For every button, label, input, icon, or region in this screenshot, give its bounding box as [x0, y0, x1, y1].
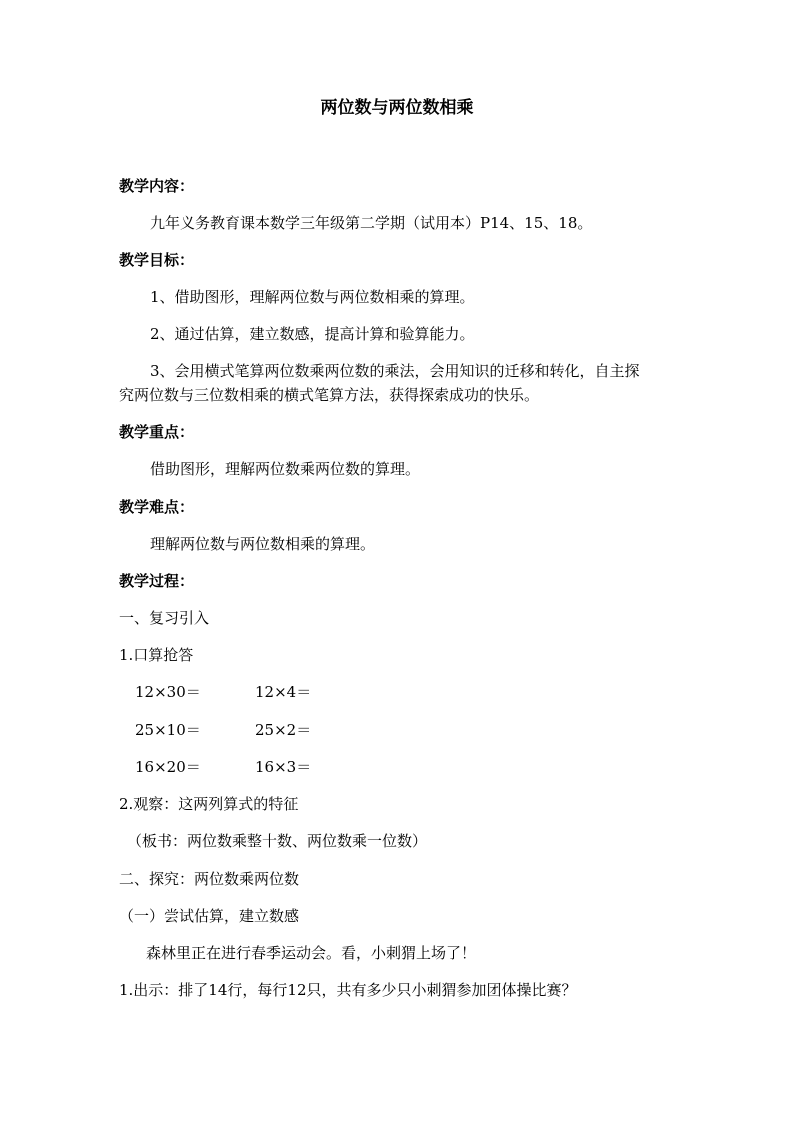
content-heading: 教学内容： [119, 177, 195, 195]
exercise-2-right: 25×2＝ [255, 721, 312, 739]
exercise-3-left: 16×20＝ [135, 758, 201, 776]
exercise-3-right: 16×3＝ [255, 758, 312, 776]
difficulty-heading: 教学难点： [119, 498, 195, 516]
content-text: 九年义务教育课本数学三年级第二学期（试用本）P14、15、18。 [150, 214, 593, 232]
difficulty-text: 理解两位数与两位数相乘的算理。 [150, 535, 376, 553]
part1-heading: 一、复习引入 [119, 609, 210, 627]
exercise-1-left: 12×30＝ [135, 683, 201, 701]
key-text: 借助图形，理解两位数乘两位数的算理。 [150, 460, 421, 478]
story-text: 森林里正在进行春季运动会。看，小刺猬上场了！ [146, 944, 477, 962]
goal-3-line-1: 3、会用横式笔算两位数乘两位数的乘法，会用知识的迁移和转化，自主探 [150, 362, 640, 380]
observe-line: 2.观察：这两列算式的特征 [119, 795, 299, 813]
oral-heading: 1.口算抢答 [119, 646, 194, 664]
part2-heading: 二、探究：两位数乘两位数 [119, 870, 300, 888]
document-title: 两位数与两位数相乘 [320, 98, 474, 118]
goal-1: 1、借助图形，理解两位数与两位数相乘的算理。 [150, 288, 475, 306]
board-note: （板书：两位数乘整十数、两位数乘一位数） [127, 832, 428, 850]
goals-heading: 教学目标： [119, 251, 195, 269]
exercise-1-right: 12×4＝ [255, 683, 312, 701]
key-heading: 教学重点： [119, 423, 195, 441]
exercise-2-left: 25×10＝ [135, 721, 201, 739]
question-text: 1.出示：排了14行，每行12只，共有多少只小刺猬参加团体操比赛？ [119, 981, 577, 999]
goal-2: 2、通过估算，建立数感，提高计算和验算能力。 [150, 325, 475, 343]
goal-3-line-2: 究两位数与三位数相乘的横式笔算方法，获得探索成功的快乐。 [119, 386, 540, 404]
process-heading: 教学过程： [119, 572, 195, 590]
sub1-heading: （一）尝试估算，建立数感 [119, 907, 300, 925]
